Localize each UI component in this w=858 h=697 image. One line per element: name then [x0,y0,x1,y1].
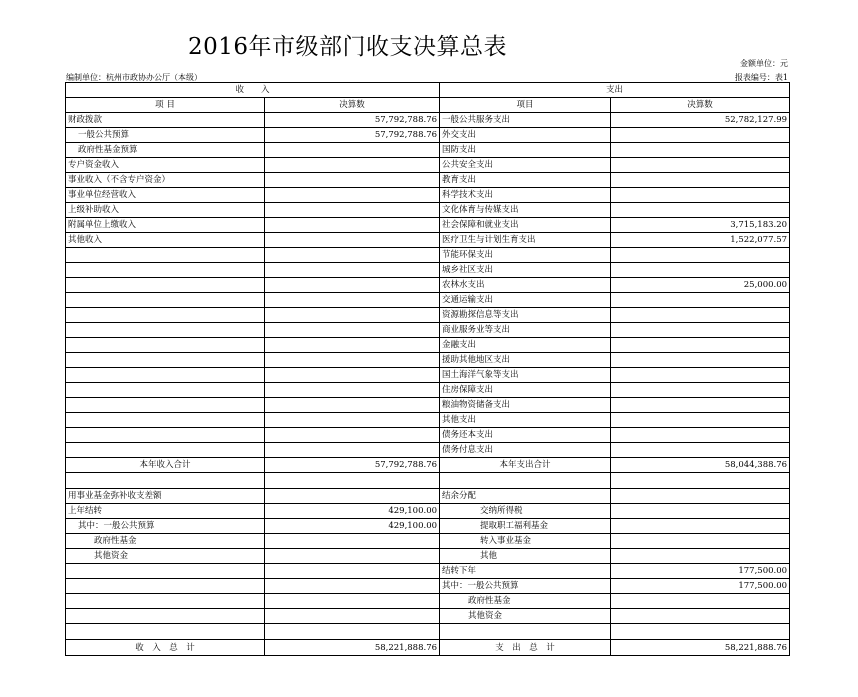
table-row [66,489,790,504]
expense-amount: 3,715,183.20 [611,218,790,233]
income-amount [265,203,440,218]
table-row [66,368,790,383]
income-item [66,248,265,263]
expense-amount [611,293,790,308]
spacer-row [66,473,790,489]
income-amount [265,278,440,293]
expense-header: 支出 [440,83,790,98]
expense-amount [611,413,790,428]
income-item [66,413,265,428]
income-item: 事业单位经营收入 [66,188,265,203]
table-body [66,83,790,656]
organization: 编制单位：杭州市政协办公厅（本级） [66,73,202,82]
expense-amount: 177,500.00 [611,579,790,594]
expense-item: 医疗卫生与计划生育支出 [440,233,611,248]
income-amount: 429,100.00 [265,504,440,519]
income-item [66,398,265,413]
empty-cell [66,473,265,489]
expense-item: 节能环保支出 [440,248,611,263]
income-item: 上年结转 [66,504,265,519]
table-row [66,458,790,473]
expense-amount [611,609,790,624]
income-amount [265,308,440,323]
expense-item: 提取职工福利基金 [440,519,611,534]
expense-item: 商业服务业等支出 [440,323,611,338]
income-item [66,353,265,368]
income-item: 收 入 总 计 [66,640,265,656]
expense-item: 结余分配 [440,489,611,504]
income-item [66,338,265,353]
income-item [66,308,265,323]
income-amount [265,218,440,233]
income-item: 政府性基金 [66,534,265,549]
income-amount [265,534,440,549]
table-row [66,564,790,579]
expense-item: 科学技术支出 [440,188,611,203]
expense-item: 本年支出合计 [440,458,611,473]
income-amount [265,579,440,594]
expense-item: 社会保障和就业支出 [440,218,611,233]
section-header-row [66,83,790,98]
expense-amount [611,383,790,398]
spacer-row [66,624,790,640]
report-title: 2016年市级部门收支决算总表 [188,34,508,60]
table-row [66,383,790,398]
col-amount-header: 决算数 [265,98,440,113]
income-item [66,278,265,293]
empty-cell [440,473,611,489]
income-amount [265,383,440,398]
expense-amount: 25,000.00 [611,278,790,293]
income-amount [265,413,440,428]
income-item [66,383,265,398]
table-row [66,143,790,158]
col-item2-header: 项目 [440,98,611,113]
expense-item: 债务还本支出 [440,428,611,443]
expense-amount [611,549,790,564]
income-amount [265,489,440,504]
income-item: 其中：一般公共预算 [66,519,265,534]
budget-table [65,82,790,656]
expense-item: 农林水支出 [440,278,611,293]
table-row [66,504,790,519]
table-row [66,428,790,443]
expense-item: 文化体育与传媒支出 [440,203,611,218]
income-amount [265,173,440,188]
income-item: 本年收入合计 [66,458,265,473]
table-row [66,579,790,594]
income-item: 一般公共预算 [66,128,265,143]
expense-item: 其中：一般公共预算 [440,579,611,594]
income-amount [265,353,440,368]
expense-amount [611,128,790,143]
expense-item: 交通运输支出 [440,293,611,308]
table-row [66,534,790,549]
expense-item: 支 出 总 计 [440,640,611,656]
col-amount2-header: 决算数 [611,98,790,113]
empty-cell [265,624,440,640]
expense-item: 教育支出 [440,173,611,188]
report-number: 报表编号：表1 [734,73,788,82]
income-item [66,579,265,594]
expense-item: 住房保障支出 [440,383,611,398]
income-amount: 57,792,788.76 [265,128,440,143]
table-row [66,640,790,656]
empty-cell [440,624,611,640]
income-amount [265,293,440,308]
table-row [66,443,790,458]
empty-cell [265,473,440,489]
income-amount [265,143,440,158]
income-header: 收 入 [66,83,440,98]
table-row [66,398,790,413]
income-amount [265,248,440,263]
table-row [66,173,790,188]
income-item [66,609,265,624]
expense-amount [611,308,790,323]
table-row [66,519,790,534]
income-item [66,443,265,458]
expense-amount [611,594,790,609]
expense-amount [611,534,790,549]
income-amount [265,263,440,278]
table-row [66,323,790,338]
table-row [66,549,790,564]
table-row [66,128,790,143]
expense-item: 外交支出 [440,128,611,143]
income-amount [265,158,440,173]
income-item: 用事业基金弥补收支差额 [66,489,265,504]
expense-amount: 58,221,888.76 [611,640,790,656]
table-row [66,158,790,173]
expense-amount [611,353,790,368]
income-item: 其他资金 [66,549,265,564]
table-row [66,203,790,218]
table-row [66,338,790,353]
table-row [66,248,790,263]
expense-amount [611,188,790,203]
table-row [66,113,790,128]
expense-amount [611,323,790,338]
expense-amount [611,398,790,413]
income-item: 财政拨款 [66,113,265,128]
expense-amount [611,143,790,158]
table-row [66,278,790,293]
income-item [66,594,265,609]
income-item: 附属单位上缴收入 [66,218,265,233]
expense-amount [611,519,790,534]
income-item [66,368,265,383]
expense-item: 一般公共服务支出 [440,113,611,128]
income-amount [265,428,440,443]
expense-amount: 1,522,077.57 [611,233,790,248]
expense-amount [611,158,790,173]
income-amount [265,188,440,203]
income-amount [265,338,440,353]
income-item: 政府性基金预算 [66,143,265,158]
table-row [66,413,790,428]
empty-cell [611,473,790,489]
table-row [66,353,790,368]
expense-item: 其他 [440,549,611,564]
income-amount [265,443,440,458]
income-amount [265,594,440,609]
income-amount [265,323,440,338]
empty-cell [611,624,790,640]
expense-amount [611,263,790,278]
income-amount [265,233,440,248]
expense-item: 结转下年 [440,564,611,579]
table-row [66,609,790,624]
amount-unit: 金额单位：元 [740,59,788,68]
expense-amount [611,443,790,458]
income-amount: 57,792,788.76 [265,458,440,473]
expense-item: 援助其他地区支出 [440,353,611,368]
table-row [66,188,790,203]
expense-item: 金融支出 [440,338,611,353]
table-row [66,594,790,609]
expense-amount: 58,044,388.76 [611,458,790,473]
table-row [66,293,790,308]
expense-amount [611,504,790,519]
expense-amount [611,428,790,443]
table-row [66,308,790,323]
expense-amount [611,248,790,263]
expense-item: 资源勘探信息等支出 [440,308,611,323]
expense-item: 城乡社区支出 [440,263,611,278]
expense-amount: 177,500.00 [611,564,790,579]
expense-item: 公共安全支出 [440,158,611,173]
income-amount [265,564,440,579]
expense-item: 政府性基金 [440,594,611,609]
income-amount [265,609,440,624]
expense-amount [611,368,790,383]
expense-amount: 52,782,127.99 [611,113,790,128]
expense-amount [611,338,790,353]
empty-cell [66,624,265,640]
income-amount: 429,100.00 [265,519,440,534]
income-item [66,564,265,579]
expense-amount [611,173,790,188]
table-row [66,218,790,233]
expense-amount [611,489,790,504]
income-amount [265,549,440,564]
income-item: 专户资金收入 [66,158,265,173]
income-item [66,323,265,338]
income-item [66,263,265,278]
income-item: 其他收入 [66,233,265,248]
table-row [66,233,790,248]
income-item: 事业收入（不含专户资金） [66,173,265,188]
income-amount [265,398,440,413]
table-row [66,263,790,278]
income-item [66,428,265,443]
income-item: 上级补助收入 [66,203,265,218]
expense-item: 其他支出 [440,413,611,428]
income-amount [265,368,440,383]
column-header-row [66,98,790,113]
expense-item: 粮油物资储备支出 [440,398,611,413]
expense-item: 债务付息支出 [440,443,611,458]
income-amount: 58,221,888.76 [265,640,440,656]
expense-item: 其他资金 [440,609,611,624]
expense-item: 交纳所得税 [440,504,611,519]
expense-amount [611,203,790,218]
col-item-header: 项 目 [66,98,265,113]
expense-item: 国土海洋气象等支出 [440,368,611,383]
income-item [66,293,265,308]
expense-item: 国防支出 [440,143,611,158]
income-amount: 57,792,788.76 [265,113,440,128]
expense-item: 转入事业基金 [440,534,611,549]
